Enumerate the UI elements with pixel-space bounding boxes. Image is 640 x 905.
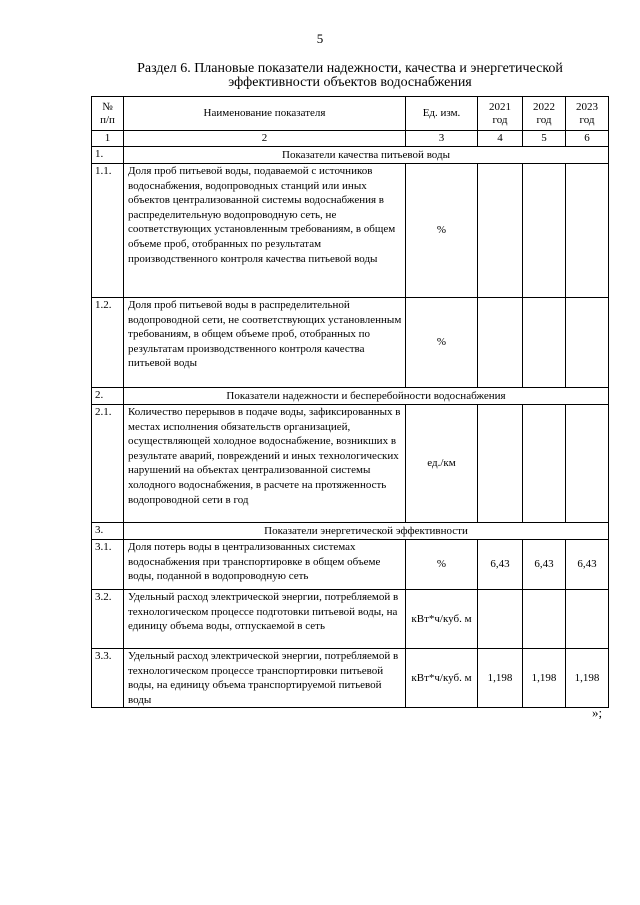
header-name: Наименование показателя xyxy=(124,97,406,131)
group-num: 1. xyxy=(92,147,124,164)
row-value-2021: 6,43 xyxy=(478,540,523,590)
section-title-line-1: Раздел 6. Плановые показатели надежности, качества и энергетической xyxy=(137,61,563,76)
column-number-row xyxy=(92,131,609,147)
column-number: 4 xyxy=(478,131,523,147)
group-num: 2. xyxy=(92,388,124,405)
row-value-2023 xyxy=(566,298,609,388)
header-year-value: 2022 xyxy=(533,100,555,113)
row-value-2021 xyxy=(478,590,523,649)
header-num-line-2: п/п xyxy=(100,113,115,126)
row-value-2023 xyxy=(566,164,609,298)
row-unit: ед./км xyxy=(406,405,478,523)
row-value-2021: 1,198 xyxy=(478,649,523,708)
table-row-3-3 xyxy=(92,649,609,708)
table-row-3-2 xyxy=(92,590,609,649)
column-number: 6 xyxy=(566,131,609,147)
row-num: 3.1. xyxy=(92,540,124,590)
row-unit: % xyxy=(406,298,478,388)
table-row-1-1 xyxy=(92,164,609,298)
group-title: Показатели качества питьевой воды xyxy=(124,147,609,164)
table-row-3-1 xyxy=(92,540,609,590)
row-value-2023: 1,198 xyxy=(566,649,609,708)
header-year-word: год xyxy=(492,113,508,126)
row-value-2022 xyxy=(523,164,566,298)
table-row-2-1 xyxy=(92,405,609,523)
header-year-2022 xyxy=(523,97,566,131)
row-value-2022 xyxy=(523,298,566,388)
row-value-2023 xyxy=(566,405,609,523)
header-year-value: 2021 xyxy=(489,100,511,113)
group-row-2 xyxy=(92,388,609,405)
header-row xyxy=(92,97,609,131)
header-num-line-1: № xyxy=(102,100,113,113)
page-number: 5 xyxy=(316,31,324,46)
column-number: 5 xyxy=(523,131,566,147)
row-num: 1.1. xyxy=(92,164,124,298)
header-num xyxy=(92,97,124,131)
row-value-2023 xyxy=(566,590,609,649)
table-row-1-2 xyxy=(92,298,609,388)
header-year-2021 xyxy=(478,97,523,131)
section-title xyxy=(100,62,600,90)
row-indicator-name: Доля проб питьевой воды, подаваемой с источников водоснабжения, водопроводных станций или иных объектов централизованной системы водоснабжения в распределительную водопроводную сеть, не соответствующих установленным требованиям, в общем объеме проб, отобранных по результатам производственного контроля качества питьевой воды xyxy=(124,164,406,298)
group-title: Показатели надежности и бесперебойности водоснабжения xyxy=(124,388,609,405)
section-title-line-2: эффективности объектов водоснабжения xyxy=(228,75,472,90)
row-value-2021 xyxy=(478,405,523,523)
header-year-word: год xyxy=(579,113,595,126)
row-unit: кВт*ч/куб. м xyxy=(406,590,478,649)
header-year-2023 xyxy=(566,97,609,131)
row-value-2022 xyxy=(523,405,566,523)
row-indicator-name: Удельный расход электрической энергии, потребляемой в технологическом процессе подготовки питьевой воды, на единицу объема воды, отпускаемой в сеть xyxy=(124,590,406,649)
row-value-2022: 1,198 xyxy=(523,649,566,708)
column-number: 3 xyxy=(406,131,478,147)
group-num: 3. xyxy=(92,523,124,540)
header-year-word: год xyxy=(536,113,552,126)
row-num: 3.2. xyxy=(92,590,124,649)
group-row-3 xyxy=(92,523,609,540)
row-num: 1.2. xyxy=(92,298,124,388)
closing-mark: »; xyxy=(592,705,603,720)
column-number: 1 xyxy=(92,131,124,147)
row-value-2022: 6,43 xyxy=(523,540,566,590)
row-indicator-name: Доля проб питьевой воды в распределительной водопроводной сети, не соответствующих установленным требованиям, в общем объеме проб, отобранных по результатам производственного контроля качества питьевой воды xyxy=(124,298,406,388)
row-value-2021 xyxy=(478,298,523,388)
row-value-2023: 6,43 xyxy=(566,540,609,590)
indicators-table xyxy=(91,96,609,708)
row-value-2021 xyxy=(478,164,523,298)
header-year-value: 2023 xyxy=(576,100,598,113)
row-unit: кВт*ч/куб. м xyxy=(406,649,478,708)
row-unit: % xyxy=(406,164,478,298)
group-row-1 xyxy=(92,147,609,164)
row-num: 2.1. xyxy=(92,405,124,523)
header-unit: Ед. изм. xyxy=(406,97,478,131)
column-number: 2 xyxy=(124,131,406,147)
row-unit: % xyxy=(406,540,478,590)
group-title: Показатели энергетической эффективности xyxy=(124,523,609,540)
row-value-2022 xyxy=(523,590,566,649)
row-indicator-name: Доля потерь воды в централизованных системах водоснабжения при транспортировке в общем объеме воды, поданной в водопроводную сеть xyxy=(124,540,406,590)
row-indicator-name: Количество перерывов в подаче воды, зафиксированных в местах исполнения обязательств организацией, осуществляющей холодное водоснабжение, возникших в результате аварий, повреждений и иных технологических нарушений на объектах централизованной системы холодного водоснабжения, в расчете на протяженность водопроводной сети в год xyxy=(124,405,406,523)
row-indicator-name: Удельный расход электрической энергии, потребляемой в технологическом процессе транспортировки питьевой воды, на единицу объема транспортируемой питьевой воды xyxy=(124,649,406,708)
row-num: 3.3. xyxy=(92,649,124,708)
